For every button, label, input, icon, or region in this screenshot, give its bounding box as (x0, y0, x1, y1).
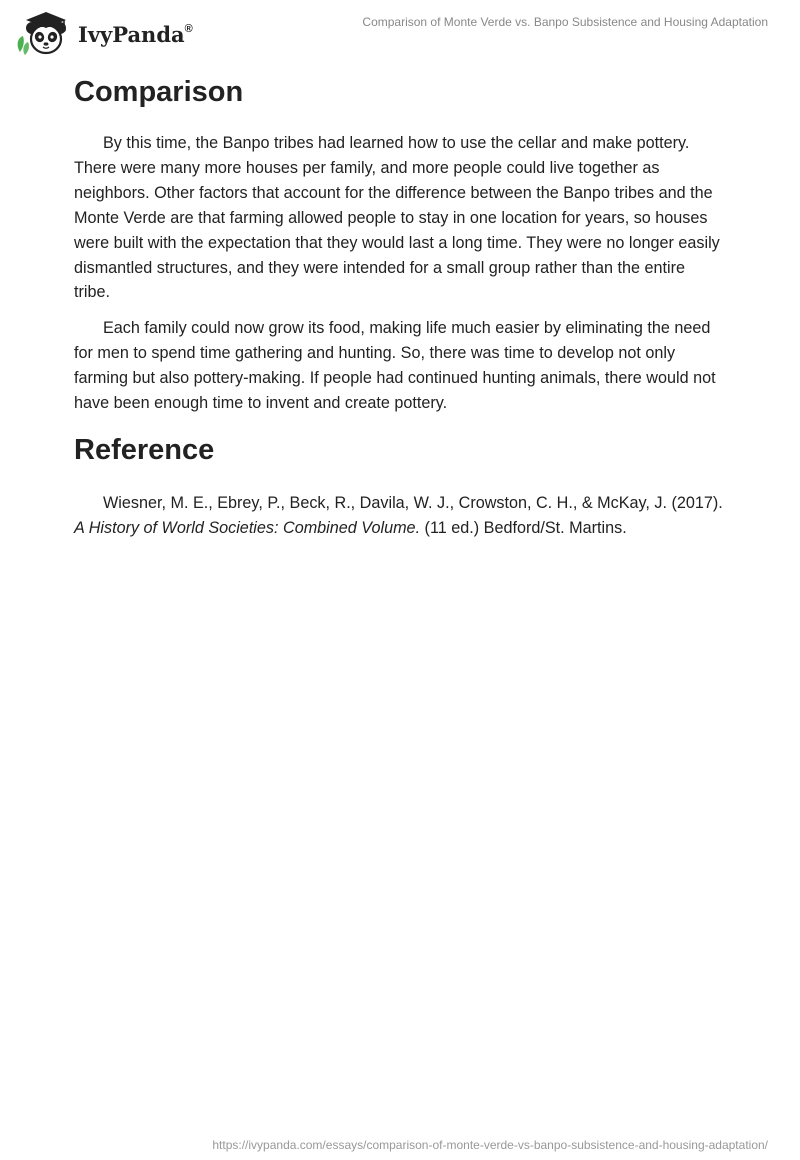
logo-text: IvyPanda (78, 21, 185, 47)
document-title: Comparison of Monte Verde vs. Banpo Subsistence and Housing Adaptation (362, 15, 768, 29)
reference-list (74, 491, 724, 541)
registered-mark: ® (184, 22, 193, 35)
reference-title: A History of World Societies: Combined Volume. (74, 518, 421, 537)
reference-authors: Wiesner, M. E., Ebrey, P., Beck, R., Davila, W. J., Crowston, C. H., & McKay, J. (2017). (103, 493, 723, 512)
section-heading-comparison: Comparison (74, 76, 244, 108)
footer-url-link[interactable]: https://ivypanda.com/essays/comparison-of-monte-verde-vs-banpo-subsistence-and-housing-adaptation/ (212, 1138, 768, 1152)
reference-entry (74, 491, 724, 541)
essay-content (74, 70, 724, 541)
comparison-body (74, 131, 724, 416)
page-header (0, 0, 800, 60)
reference-edition: (11 ed.) Bedford/St. Martins. (420, 518, 627, 537)
paragraph: Each family could now grow its food, making life much easier by eliminating the need for men to spend time gathering and hunting. So, there was time to develop not only farming but also pottery-making. If people had continued hunting animals, there would not have been enough time to invent and create pottery. (74, 319, 716, 413)
section-heading-reference: Reference (74, 433, 215, 466)
panda-graduation-cap-icon (14, 8, 76, 56)
logo-wordmark (78, 22, 193, 47)
paragraph: By this time, the Banpo tribes had learned how to use the cellar and make pottery. There were many more houses per family, and more people could live together as neighbors. Other factors that account for the difference between the Banpo tribes and the Monte Verde are that farming allowed people to stay in one location for years, so houses were built with the expectation that they would last a long time. They were no longer easily dismantled structures, and they were intended for a small group rather than the entire tribe. (74, 134, 720, 302)
ivypanda-logo[interactable] (14, 8, 193, 56)
